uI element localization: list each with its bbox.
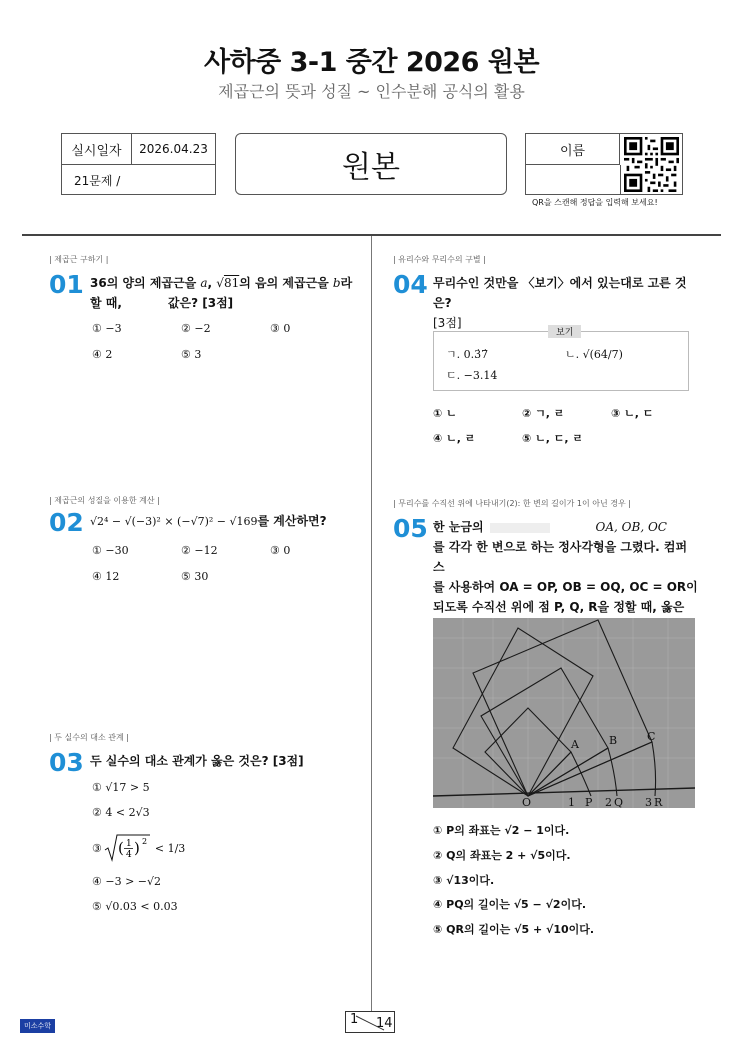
q4-bogi-label: 보기 bbox=[548, 325, 581, 338]
footer-logo: 미소수학 bbox=[20, 1019, 55, 1033]
q2-text bbox=[90, 511, 360, 532]
q3-choice-5[interactable]: ⑤ √0.03 < 0.03 bbox=[92, 900, 178, 913]
q3-sqrt-quarter-squared bbox=[104, 833, 152, 863]
fig-label-p: P bbox=[585, 796, 593, 808]
q1-text-7: 값은? [3점] bbox=[167, 296, 234, 310]
svg-text:4: 4 bbox=[125, 850, 132, 860]
q3-choice-3-label: ③ bbox=[92, 841, 102, 855]
q4-tag: | 유리수와 무리수의 구별 | bbox=[393, 255, 486, 264]
page-subtitle: 제곱근의 뜻과 성질 ~ 인수분해 공식의 활용 bbox=[218, 82, 525, 101]
q4-choice-2[interactable]: ② ㄱ, ㄹ bbox=[522, 407, 565, 420]
q5-line-1b: OA, OB, OC bbox=[595, 520, 667, 534]
name-label: 이름 bbox=[526, 134, 620, 165]
question-count: 21문제 / bbox=[74, 174, 121, 188]
qr-caption: QR을 스캔해 정답을 입력해 보세요! bbox=[532, 198, 658, 207]
q3-text: 두 실수의 대소 관계가 옳은 것은? [3점] bbox=[90, 754, 304, 768]
q4-choice-3[interactable]: ③ ㄴ, ㄷ bbox=[611, 407, 654, 420]
q2-tag: | 제곱근의 성질을 이용한 계산 | bbox=[49, 496, 160, 505]
fig-label-a: A bbox=[571, 738, 579, 751]
page-title: 사하중 3-1 중간 2026 원본 bbox=[203, 47, 540, 78]
q1-number: 01 bbox=[49, 270, 84, 299]
q4-item-1: ㄱ. 0.3̇7̇ bbox=[446, 348, 489, 361]
fig-label-3: 3 bbox=[645, 796, 652, 808]
q1-text-2: , bbox=[207, 276, 217, 290]
q5-line-3: 를 사용하여 OA = OP, OB = OQ, OC = OR이 bbox=[433, 580, 698, 594]
qr-code-icon[interactable] bbox=[624, 137, 679, 192]
q4-item-2: ㄴ. √(64/7) bbox=[565, 348, 623, 361]
q5-choice-5[interactable]: ⑤ QR의 길이는 √5 + √10이다. bbox=[433, 923, 595, 936]
q5-choice-3[interactable] bbox=[433, 872, 494, 888]
svg-text:2: 2 bbox=[141, 837, 147, 846]
date-value: 2026.04.23 bbox=[132, 134, 215, 165]
q1-choice-3[interactable]: ③ 0 bbox=[270, 322, 291, 335]
q1-choice-5[interactable]: ⑤ 3 bbox=[181, 348, 202, 361]
svg-text:1: 1 bbox=[125, 839, 132, 849]
q5-choice-3-text: ③ √13이다. bbox=[433, 874, 495, 887]
q3-choice-2[interactable]: ② 4 < 2√3 bbox=[92, 806, 150, 819]
q3-number: 03 bbox=[49, 748, 84, 777]
q1-text: 36의 양의 제곱근을 a, √81의 음의 제곱근을 b라 할 때, 값은? [3점] bbox=[90, 276, 353, 310]
q5-line-4: 되도록 수직선 위에 점 P, Q, R을 정할 때, 옳은 bbox=[433, 600, 685, 614]
name-box bbox=[525, 133, 683, 195]
fig-label-c: C bbox=[647, 730, 656, 743]
q1-choice-2[interactable]: ② −2 bbox=[181, 322, 211, 335]
fig-label-q: Q bbox=[614, 796, 624, 808]
q2-choice-4[interactable]: ④ 12 bbox=[92, 570, 120, 583]
q2-number: 02 bbox=[49, 508, 84, 537]
q5-choice-2[interactable]: ② Q의 좌표는 2 + √5이다. bbox=[433, 849, 571, 862]
q4-text-1: 무리수인 것만을 〈보기〉에서 있는대로 고른 것은? bbox=[433, 276, 687, 310]
page-total: 14 bbox=[376, 1016, 393, 1031]
q4-choice-4[interactable]: ④ ㄴ, ㄹ bbox=[433, 432, 476, 445]
q1-var-a: a bbox=[200, 276, 208, 290]
name-field[interactable] bbox=[526, 165, 621, 194]
q3-choice-3[interactable] bbox=[92, 833, 185, 863]
q5-tag: | 무리수를 수직선 위에 나타내기(2): 한 변의 길이가 1이 아닌 경우 | bbox=[393, 499, 631, 508]
fig-label-2: 2 bbox=[605, 796, 612, 808]
q1-choice-1[interactable]: ① −3 bbox=[92, 322, 122, 335]
q2-expression: √2⁴ − √(−3)² × (−√7)² − √169 bbox=[90, 515, 258, 528]
q1-text-4: 의 음의 제곱근을 bbox=[239, 276, 333, 290]
q4-bogi-box bbox=[433, 328, 689, 391]
q5-figure bbox=[433, 618, 695, 808]
column-divider bbox=[371, 236, 372, 1012]
q3-tag: | 두 실수의 대소 관계 | bbox=[49, 733, 129, 742]
q5-line-2: 를 각각 한 변으로 하는 정사각형을 그렸다. 컴퍼스 bbox=[433, 540, 688, 574]
q5-choice-4[interactable]: ④ PQ의 길이는 √5 − √2이다. bbox=[433, 898, 587, 911]
q3-choice-3-rhs: < 1/3 bbox=[154, 841, 186, 855]
svg-text:): ) bbox=[133, 839, 140, 857]
date-box bbox=[61, 133, 216, 195]
q2-choice-3[interactable]: ③ 0 bbox=[270, 544, 291, 557]
q1-text-3: 81 bbox=[223, 276, 240, 290]
q5-line-1a: 한 눈금의 bbox=[433, 520, 484, 534]
q1-text-6: 할 때, bbox=[90, 296, 122, 310]
center-label: 원본 bbox=[342, 150, 400, 185]
fig-label-b: B bbox=[609, 734, 618, 747]
fig-label-1: 1 bbox=[568, 796, 575, 808]
q3-choice-4[interactable]: ④ −3 > −√2 bbox=[92, 875, 162, 888]
page-indicator bbox=[345, 1011, 395, 1033]
center-box bbox=[235, 133, 507, 195]
q1-text-1: 36의 양의 제곱근을 bbox=[90, 276, 201, 290]
q5-number: 05 bbox=[393, 514, 428, 543]
fig-label-o: O bbox=[522, 796, 532, 808]
page-current: 1 bbox=[350, 1012, 359, 1027]
q4-choice-5[interactable]: ⑤ ㄴ, ㄷ, ㄹ bbox=[522, 432, 584, 445]
q1-var-b: b bbox=[332, 276, 341, 290]
date-label: 실시일자 bbox=[62, 134, 132, 165]
q1-tag: | 제곱근 구하기 | bbox=[49, 255, 109, 264]
svg-text:(: ( bbox=[117, 839, 124, 857]
q1-text-5: 라 bbox=[340, 276, 353, 290]
q2-text-1: 를 계산하면? bbox=[257, 514, 327, 528]
q4-choice-1[interactable]: ① ㄴ bbox=[433, 407, 457, 420]
q1-choice-4[interactable]: ④ 2 bbox=[92, 348, 113, 361]
q2-choice-5[interactable]: ⑤ 30 bbox=[181, 570, 209, 583]
q2-choice-2[interactable]: ② −12 bbox=[181, 544, 218, 557]
q5-choice-1[interactable]: ① P의 좌표는 √2 − 1이다. bbox=[433, 824, 570, 837]
q4-number: 04 bbox=[393, 270, 428, 299]
q4-text bbox=[433, 273, 703, 333]
q3-choice-1[interactable]: ① √17 > 5 bbox=[92, 781, 150, 794]
q2-choice-1[interactable]: ① −30 bbox=[92, 544, 129, 557]
q4-item-3: ㄷ. −3.14 bbox=[446, 369, 498, 382]
fig-label-r: R bbox=[654, 796, 663, 808]
q4-points: [3점] bbox=[433, 316, 462, 330]
